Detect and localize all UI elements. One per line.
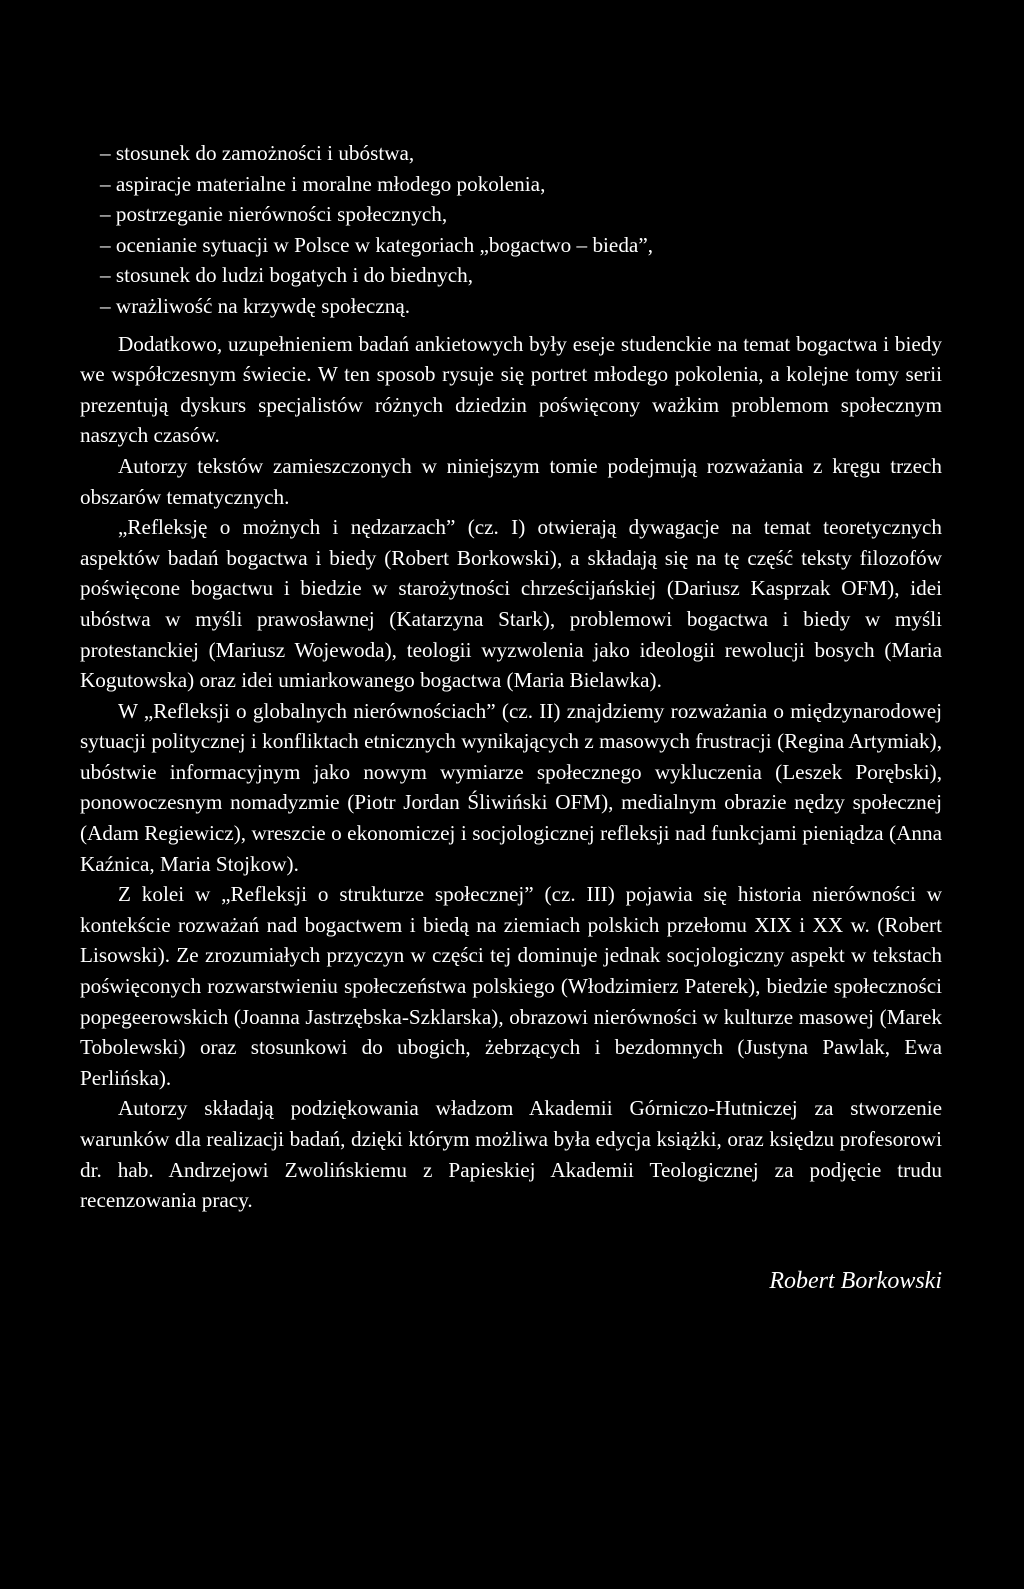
paragraph-acknowledgements: Autorzy składają podziękowania władzom Akademii Górniczo-Hutniczej za stworzenie warunków dla realizacji badań, dzięki którym możliwa była edycja książki, oraz księdzu profesorowi dr. hab. Andrzejowi Zwolińskiemu z Papieskiej Akademii Teologicznej za podjęcie trudu recenzowania pracy. <box>80 1096 942 1213</box>
list-item: – aspiracje materialne i moralne młodego pokolenia, <box>100 171 546 196</box>
list-item: – stosunek do ludzi bogatych i do biednych, <box>100 263 474 288</box>
list-item: – stosunek do zamożności i ubóstwa, <box>100 141 415 165</box>
paragraph-part-two: W „Refleksji o globalnych nierównościach” (cz. II) znajdziemy rozważania o międzynarodowej sytuacji politycznej i konfliktach etnicznych wynikających z masowych frustracji (Regina Artymiak), ubóstwie informacyjnym jako nowym wymiarze społecznego wykluczenia (Leszek Porębski), ponowoczesnym nomadyzmie (Piotr Jordan Śliwiński OFM), medialnym obrazie nędzy społecznej (Adam Regiewicz), wreszcie o ekonomiczej i socjologicznej refleksji nad funkcjami pieniądza (Anna Kaźnica, Maria Stojkow). <box>80 698 942 876</box>
paragraph-intro: Dodatkowo, uzupełnieniem badań ankietowych były eseje studenckie na temat bogactwa i biedy we współczesnym świecie. W ten sposob rysuje się portret młodego pokolenia, a kolejne tomy serii prezentują dyskurs specjalistów różnych dziedzin poświęcony ważkim problemom społecznym naszych czasów. <box>80 331 942 448</box>
paragraph-authors: Autorzy tekstów zamieszczonych w niniejszym tomie podejmują rozważania z kręgu trzech obszarów tematycznych. <box>80 453 942 509</box>
list-item: – postrzeganie nierówności społecznych, <box>100 202 448 227</box>
paragraph-part-three: Z kolei w „Refleksji o strukturze społecznej” (cz. III) pojawia się historia nierówności w kontekście rozważań nad bogactwem i biedą na ziemiach polskich przełomu XIX i XX w. (Robert Lisowski). Ze zrozumiałych przyczyn w części tej dominuje jednak socjologiczny aspekt w tekstach poświęconych rozwarstwieniu społeczeństwa polskiego (Włodzimierz Paterek), biedzie społeczności popegeerowskich (Joanna Jastrzębska-Szklarska), obrazowi nierówności w kulturze masowej (Marek Tobolewski) oraz stosunkowi do ubogich, żebrzących i bezdomnych (Justyna Pawlak, Ewa Perlińska). <box>80 882 942 1090</box>
list-item: – wrażliwość na krzywdę społeczną. <box>100 293 411 318</box>
paragraph-part-one: „Refleksję o możnych i nędzarzach” (cz. I) otwierają dywagacje na temat teoretycznych aspektów badań bogactwa i biedy (Robert Borkowski), a składają się na tę część teksty filozofów poświęcone bogactwu i biedzie w starożytności chrześcijańskiej (Dariusz Kasprzak OFM), idei ubóstwa w myśli prawosławnej (Katarzyna Stark), problemowi bogactwa i biedy w myśli protestanckiej (Mariusz Wojewoda), teologii wyzwolenia jako ideologii rewolucji bosych (Maria Kogutowska) oraz idei umiarkowanego bogactwa (Maria Bielawka). <box>80 515 942 693</box>
document-page <box>80 138 942 1296</box>
list-item: – ocenianie sytuacji w Polsce w kategoriach „bogactwo – bieda”, <box>100 232 654 257</box>
criteria-list <box>80 138 942 322</box>
author-signature: Robert Borkowski <box>769 1267 942 1294</box>
